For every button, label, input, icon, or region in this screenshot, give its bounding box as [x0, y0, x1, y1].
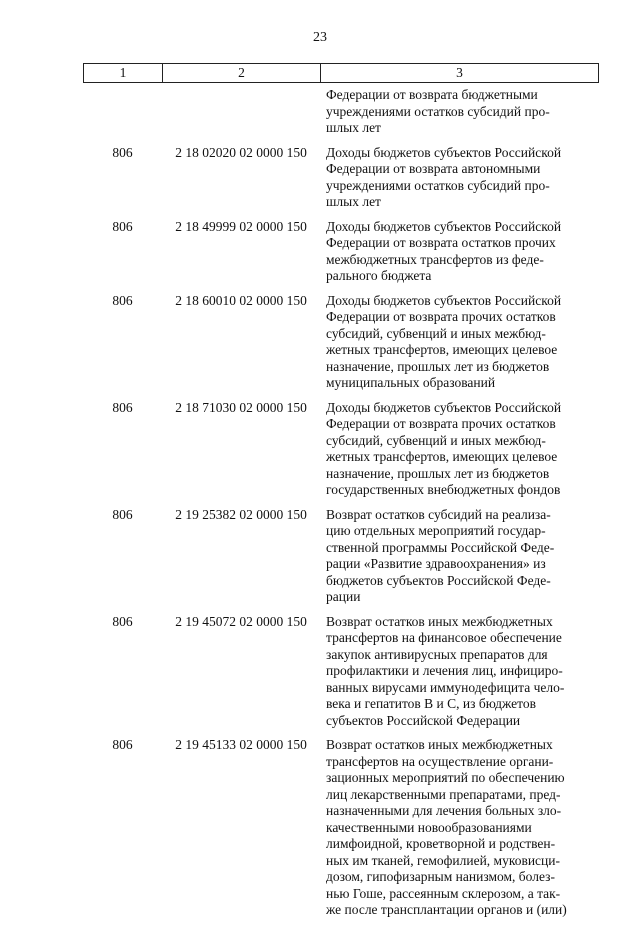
budget-code: 2 19 45072 02 0000 150 [175, 613, 307, 629]
budget-code: 2 18 49999 02 0000 150 [175, 218, 307, 234]
income-name: Доходы бюджетов субъектов Российской Федерации от возврата остатков прочих межбюджетных трансфертов из феде- рального бюджета [326, 218, 562, 283]
admin-code: 806 [112, 144, 133, 160]
admin-code: 806 [112, 399, 133, 415]
income-name: Доходы бюджетов субъектов Российской Федерации от возврата автономными учреждениями остатков субсидий про- шлых лет [326, 144, 562, 209]
header-col-2: 2 [163, 64, 321, 82]
income-name: Федерации от возврата бюджетными учреждениями остатков субсидий про- шлых лет [326, 87, 550, 135]
admin-code: 806 [112, 292, 133, 308]
table-row [83, 87, 599, 137]
admin-code: 806 [112, 737, 133, 752]
table-row [83, 400, 599, 499]
table-row [83, 219, 599, 285]
table-row [83, 614, 599, 730]
header-col-3: 3 [456, 65, 463, 80]
table-row [83, 293, 599, 392]
table-row [83, 737, 599, 919]
page-number: 23 [313, 30, 327, 45]
income-name: Доходы бюджетов субъектов Российской Федерации от возврата прочих остатков субсидий, субвенций и иных межбюд- жетных трансфертов, имеющих целевое назначение, прошлых лет из бюджетов муниципальных образований [326, 292, 562, 390]
income-name: Возврат остатков иных межбюджетных трансфертов на финансовое обеспечение закупок антивирусных препаратов для профилактики и лечения лиц, инфициро- ванных вирусами иммунодефицита чело- века и гепатитов В и С, из бюджетов субъектов Российской Федерации [326, 613, 565, 728]
budget-code: 2 19 45133 02 0000 150 [175, 737, 307, 752]
header-col-1: 1 [84, 64, 163, 82]
budget-code: 2 18 71030 02 0000 150 [175, 399, 307, 415]
table-body [83, 87, 599, 927]
income-name: Доходы бюджетов субъектов Российской Федерации от возврата прочих остатков субсидий, субвенций и иных межбюд- жетных трансфертов, имеющих целевое назначение, прошлых лет из бюджетов государственных внебюджетных фондов [326, 399, 562, 497]
budget-code: 2 18 60010 02 0000 150 [175, 292, 307, 308]
income-name: Возврат остатков субсидий на реализа- цию отдельных мероприятий государ- ственной программы Российской Феде- рации «Развитие здравоохранения» из бюджетов субъектов Российской Феде- рации [326, 506, 555, 604]
admin-code: 806 [112, 613, 133, 629]
table-header [83, 63, 599, 83]
income-name: Возврат остатков иных межбюджетных трансфертов на осуществление органи- зационных мероприятий по обеспечению лиц лекарственными препаратами, пред- назначенными для лечения больных зло- качественными новообразованиями лимфоидной, кроветворной и родствен- ных им тканей, гемофилией, муковисци- дозом, гипофизарным нанизмом, болез- нью Гоше, рассеянным склерозом, а так- же после трансплантации органов и (или) [326, 737, 567, 917]
admin-code: 806 [112, 506, 133, 522]
table-row [83, 145, 599, 211]
table-row [83, 507, 599, 606]
admin-code: 806 [112, 218, 133, 234]
budget-code: 2 19 25382 02 0000 150 [175, 506, 307, 522]
budget-code: 2 18 02020 02 0000 150 [175, 144, 307, 160]
